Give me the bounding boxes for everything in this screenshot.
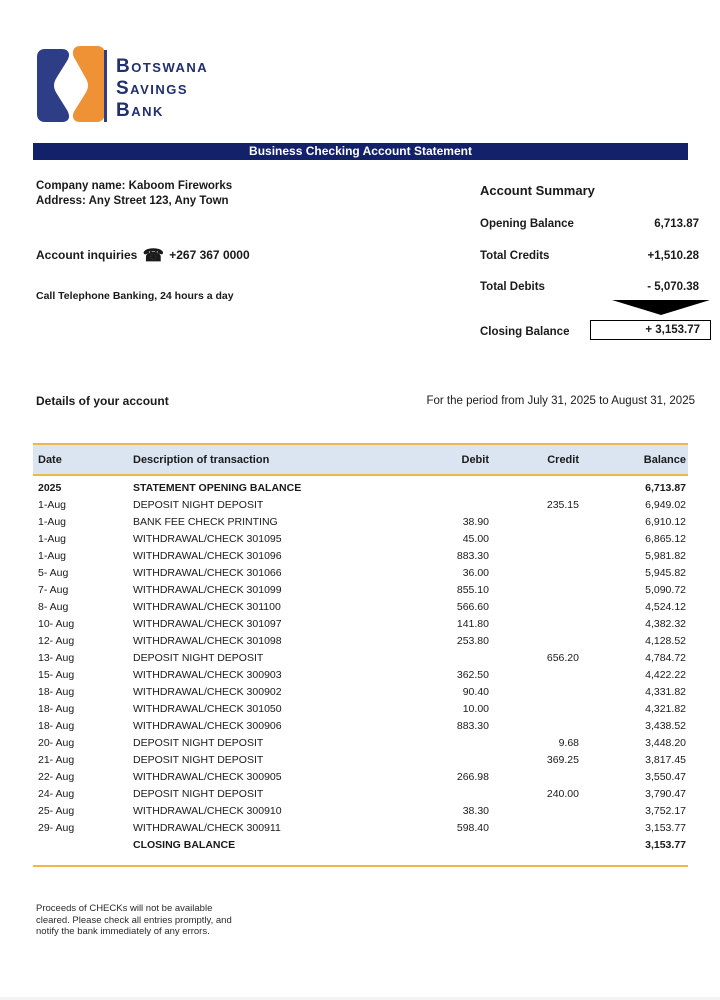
cell-description: WITHDRAWAL/CHECK 301097 <box>133 617 282 630</box>
telephone-banking-line: Call Telephone Banking, 24 hours a day <box>36 290 234 302</box>
cell-description: DEPOSIT NIGHT DEPOSIT <box>133 498 264 511</box>
cell-balance: 4,331.82 <box>645 685 686 698</box>
table-row <box>33 802 688 819</box>
cell-debit: 598.40 <box>456 821 489 834</box>
statement-period: For the period from July 31, 2025 to August 31, 2025 <box>426 395 695 407</box>
cell-description: WITHDRAWAL/CHECK 301066 <box>133 566 282 579</box>
cell-description: WITHDRAWAL/CHECK 300905 <box>133 770 282 783</box>
summary-row-opening-balance <box>480 218 711 230</box>
cell-date: 18- Aug <box>38 702 75 715</box>
table-row <box>33 649 688 666</box>
cell-balance: 6,713.87 <box>645 481 686 494</box>
opening-balance-value: 6,713.87 <box>654 218 699 230</box>
cell-balance: 3,153.77 <box>645 821 686 834</box>
total-debits-value: - 5,070.38 <box>647 281 699 293</box>
table-row <box>33 479 688 496</box>
cell-date: 13- Aug <box>38 651 75 664</box>
cell-balance: 5,945.82 <box>645 566 686 579</box>
table-row <box>33 819 688 836</box>
cell-date: 10- Aug <box>38 617 75 630</box>
cell-debit: 855.10 <box>456 583 489 596</box>
bank-name-line2: Savings <box>116 78 189 99</box>
cell-date: 15- Aug <box>38 668 75 681</box>
cell-description: WITHDRAWAL/CHECK 301095 <box>133 532 282 545</box>
footnote-line1: Proceeds of CHECKs will not be available <box>36 903 213 914</box>
inquiries-label: Account inquiries <box>36 248 138 262</box>
cell-description: WITHDRAWAL/CHECK 301096 <box>133 549 282 562</box>
cell-balance: 4,524.12 <box>645 600 686 613</box>
cell-description: WITHDRAWAL/CHECK 300910 <box>133 804 282 817</box>
column-header-date: Date <box>38 453 62 466</box>
bank-logo-icon <box>36 46 106 129</box>
transactions-table <box>33 443 688 867</box>
table-row <box>33 785 688 802</box>
cell-date: 25- Aug <box>38 804 75 817</box>
cell-balance: 4,422.22 <box>645 668 686 681</box>
company-address: Address: Any Street 123, Any Town <box>36 195 229 207</box>
cell-balance: 3,153.77 <box>645 838 686 851</box>
cell-description: WITHDRAWAL/CHECK 300906 <box>133 719 282 732</box>
table-header-row <box>33 445 688 476</box>
inquiries-phone-number: +267 367 0000 <box>169 248 250 262</box>
cell-credit: 240.00 <box>546 787 579 800</box>
cell-date: 1-Aug <box>38 549 67 562</box>
cell-balance: 4,784.72 <box>645 651 686 664</box>
cell-balance: 3,448.20 <box>645 736 686 749</box>
cell-description: WITHDRAWAL/CHECK 300911 <box>133 821 281 834</box>
cell-balance: 3,550.47 <box>645 770 686 783</box>
table-row <box>33 547 688 564</box>
cell-debit: 883.30 <box>456 719 489 732</box>
opening-balance-label: Opening Balance <box>480 218 574 230</box>
table-row <box>33 683 688 700</box>
customer-block <box>36 179 232 209</box>
cell-date: 21- Aug <box>38 753 75 766</box>
table-row <box>33 751 688 768</box>
column-header-credit: Credit <box>547 453 579 466</box>
table-row <box>33 717 688 734</box>
cell-date: 20- Aug <box>38 736 75 749</box>
total-credits-label: Total Credits <box>480 250 550 262</box>
cell-debit: 253.80 <box>456 634 489 647</box>
table-row <box>33 513 688 530</box>
cell-description: DEPOSIT NIGHT DEPOSIT <box>133 787 264 800</box>
closing-balance-label: Closing Balance <box>480 326 570 338</box>
closing-balance-value: + 3,153.77 <box>645 324 700 336</box>
cell-debit: 362.50 <box>456 668 489 681</box>
cell-balance: 4,321.82 <box>645 702 686 715</box>
cell-description: BANK FEE CHECK PRINTING <box>133 515 278 528</box>
column-header-balance: Balance <box>643 453 686 466</box>
table-row <box>33 768 688 785</box>
total-credits-value: +1,510.28 <box>647 250 699 262</box>
cell-date: 12- Aug <box>38 634 75 647</box>
cell-debit: 36.00 <box>462 566 489 579</box>
cell-description: DEPOSIT NIGHT DEPOSIT <box>133 753 264 766</box>
cell-description: WITHDRAWAL/CHECK 301098 <box>133 634 282 647</box>
cell-description: WITHDRAWAL/CHECK 300903 <box>133 668 282 681</box>
bank-name <box>116 56 208 122</box>
column-header-debit: Debit <box>461 453 489 466</box>
table-row <box>33 581 688 598</box>
footnote <box>36 903 232 938</box>
cell-description: CLOSING BALANCE <box>133 838 236 851</box>
cell-balance: 6,910.12 <box>645 515 686 528</box>
cell-date: 22- Aug <box>38 770 75 783</box>
cell-balance: 5,090.72 <box>645 583 686 596</box>
summary-row-total-credits <box>480 250 711 262</box>
footnote-line3: notify the bank immediately of any errors. <box>36 926 210 937</box>
summary-row-total-debits <box>480 281 711 293</box>
cell-date: 1-Aug <box>38 532 67 545</box>
cell-balance: 3,438.52 <box>645 719 686 732</box>
cell-description: WITHDRAWAL/CHECK 301050 <box>133 702 282 715</box>
cell-debit: 10.00 <box>462 702 489 715</box>
cell-date: 8- Aug <box>38 600 69 613</box>
table-row <box>33 632 688 649</box>
cell-date: 1-Aug <box>38 498 67 511</box>
cell-description: DEPOSIT NIGHT DEPOSIT <box>133 736 264 749</box>
closing-balance-box <box>590 320 711 340</box>
table-row <box>33 598 688 615</box>
cell-description: WITHDRAWAL/CHECK 300902 <box>133 685 282 698</box>
cell-debit: 38.90 <box>462 515 489 528</box>
logo-divider <box>104 50 107 122</box>
cell-date: 7- Aug <box>38 583 69 596</box>
total-debits-label: Total Debits <box>480 281 545 293</box>
cell-date: 29- Aug <box>38 821 75 834</box>
table-row <box>33 836 688 853</box>
cell-credit: 9.68 <box>558 736 579 749</box>
cell-debit: 45.00 <box>462 532 489 545</box>
table-row <box>33 615 688 632</box>
cell-debit: 90.40 <box>462 685 489 698</box>
cell-balance: 4,128.52 <box>645 634 686 647</box>
table-row <box>33 666 688 683</box>
cell-balance: 4,382.32 <box>645 617 686 630</box>
cell-date: 18- Aug <box>38 719 75 732</box>
bank-name-line3: Bank <box>116 100 164 121</box>
cell-balance: 3,790.47 <box>645 787 686 800</box>
bank-name-line1: Botswana <box>116 56 209 77</box>
details-title: Details of your account <box>36 394 169 408</box>
table-row <box>33 530 688 547</box>
account-inquiries-line <box>36 246 250 266</box>
down-arrow-icon <box>612 300 710 315</box>
cell-description: STATEMENT OPENING BALANCE <box>133 481 302 494</box>
cell-credit: 235.15 <box>546 498 579 511</box>
cell-balance: 3,817.45 <box>645 753 686 766</box>
cell-balance: 3,752.17 <box>645 804 686 817</box>
cell-description: DEPOSIT NIGHT DEPOSIT <box>133 651 264 664</box>
cell-balance: 6,949.02 <box>645 498 686 511</box>
table-row <box>33 734 688 751</box>
footnote-line2: cleared. Please check all entries promptly, and <box>36 914 232 926</box>
table-row <box>33 700 688 717</box>
cell-debit: 883.30 <box>456 549 489 562</box>
cell-debit: 38.30 <box>462 804 489 817</box>
cell-date: 5- Aug <box>38 566 69 579</box>
cell-credit: 369.25 <box>546 753 579 766</box>
cell-balance: 6,865.12 <box>645 532 686 545</box>
account-summary-title: Account Summary <box>480 183 595 198</box>
company-name: Company name: Kaboom Fireworks <box>36 180 233 192</box>
cell-date: 2025 <box>38 481 62 494</box>
cell-debit: 266.98 <box>456 770 489 783</box>
cell-description: WITHDRAWAL/CHECK 301100 <box>133 600 281 613</box>
statement-title-banner: Business Checking Account Statement <box>33 143 688 160</box>
cell-date: 18- Aug <box>38 685 75 698</box>
transactions-body <box>33 476 688 865</box>
table-row <box>33 564 688 581</box>
cell-balance: 5,981.82 <box>645 549 686 562</box>
cell-debit: 141.80 <box>456 617 489 630</box>
phone-icon: ☎ <box>142 246 164 265</box>
cell-date: 1-Aug <box>38 515 67 528</box>
cell-date: 24- Aug <box>38 787 75 800</box>
cell-debit: 566.60 <box>456 600 489 613</box>
table-row <box>33 496 688 513</box>
cell-credit: 656.20 <box>546 651 579 664</box>
column-header-description: Description of transaction <box>133 453 270 466</box>
cell-description: WITHDRAWAL/CHECK 301099 <box>133 583 282 596</box>
